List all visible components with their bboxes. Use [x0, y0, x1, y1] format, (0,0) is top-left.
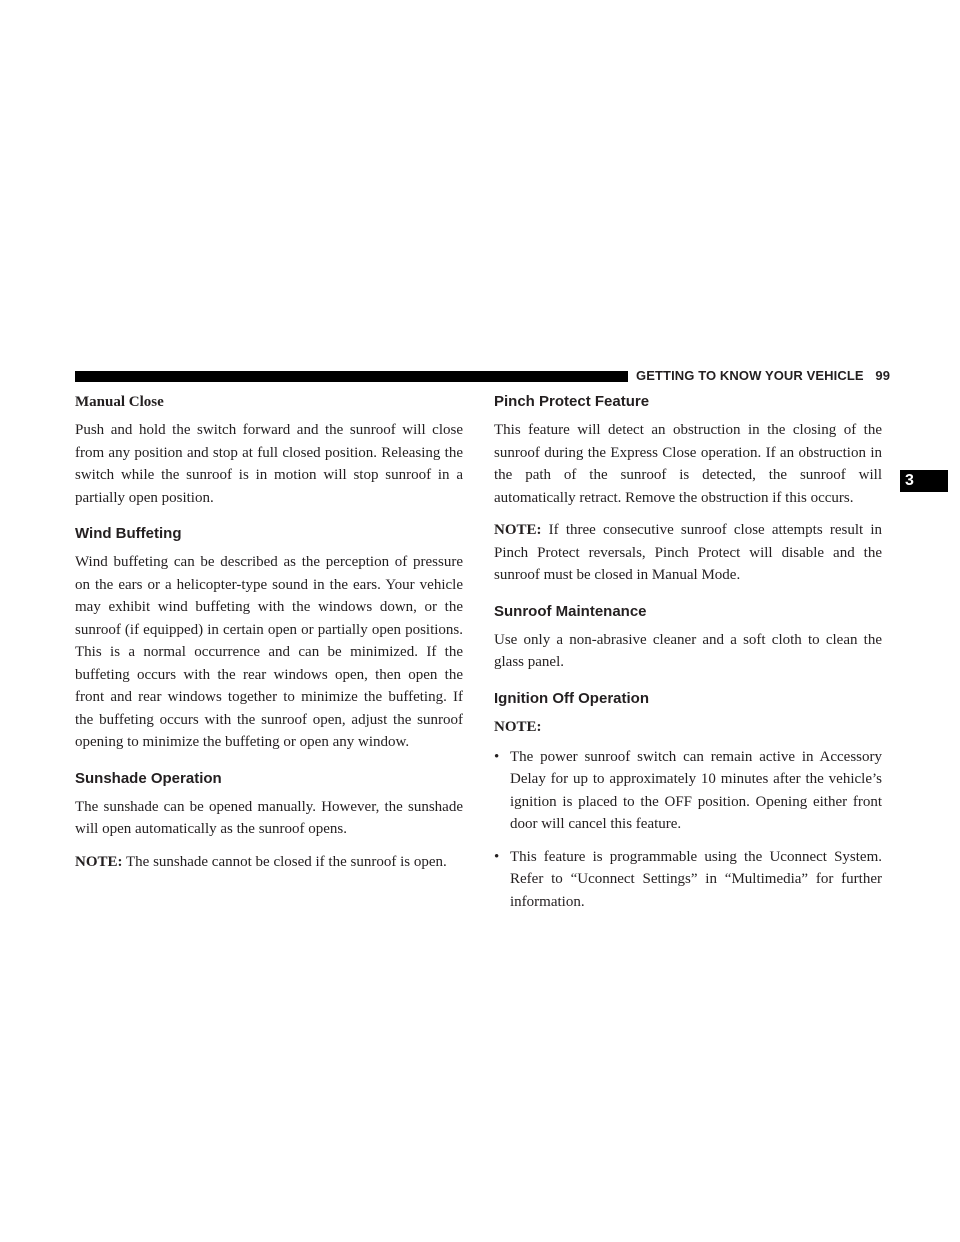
sunshade-heading: Sunshade Operation	[75, 769, 222, 787]
sunroof-maintenance-heading: Sunroof Maintenance	[494, 602, 647, 620]
pinch-protect-body: This feature will detect an obstruction in the closing of the sunroof during the Express Close operation. If an obstruction in the path of the sunroof is detected, the sunroof will automatically retract. Remove the obstruction if this occurs.	[494, 422, 882, 506]
pinch-protect-heading: Pinch Protect Feature	[494, 393, 650, 410]
wind-buffeting-body: Wind buffeting can be described as the perception of pressure on the ears or a helicopter-type sound in the ears. Your vehicle may exhibit wind buffeting with the windows down, or the sunroof (if equipped) in certain open or partially open positions. This is a normal occurrence and can be minimized. If the buffeting occurs with the rear windows open, then open the front and rear windows together to minimize the buffeting. If the buffeting occurs with the sunroof open, adjust the sunroof opening to minimize the buffeting or open any window.	[75, 554, 463, 750]
bullet-icon: •	[494, 748, 500, 765]
ignition-off-heading: Ignition Off Operation	[494, 689, 649, 707]
sunshade-body: The sunshade can be opened manually. However, the sunshade will open automatically as the sunroof opens.	[75, 798, 463, 837]
bullet-icon: •	[494, 848, 500, 865]
ignition-off-note-label: NOTE:	[494, 718, 542, 735]
pinch-protect-note	[494, 519, 882, 587]
chapter-tab: 3	[900, 470, 948, 492]
note-text: If three consecutive sunroof close attempts result in Pinch Protect reversals, Pinch Protect will disable and the sunroof must be closed in Manual Mode.	[494, 522, 882, 583]
running-header	[636, 366, 890, 386]
list-item	[494, 846, 882, 914]
sunroof-maintenance-body: Use only a non-abrasive cleaner and a soft cloth to clean the glass panel.	[494, 631, 882, 670]
page-number: 99	[875, 368, 891, 383]
note-label: NOTE:	[75, 853, 123, 870]
section-title: GETTING TO KNOW YOUR VEHICLE	[636, 368, 864, 383]
note-text: The sunshade cannot be closed if the sunroof is open.	[122, 853, 447, 870]
bullet-text: This feature is programmable using the Uconnect System. Refer to “Uconnect Settings” in “Multimedia” for further information.	[510, 848, 882, 910]
left-column	[75, 391, 463, 883]
wind-buffeting-heading: Wind Buffeting	[75, 525, 182, 542]
bullet-text: The power sunroof switch can remain active in Accessory Delay for up to approximately 10 minutes after the vehicle’s ignition is placed to the OFF position. Opening either front door will cancel this feature.	[510, 748, 882, 832]
manual-close-heading: Manual Close	[75, 394, 164, 410]
manual-close-body: Push and hold the switch forward and the sunroof will close from any position and stop at full closed position. Releasing the switch while the sunroof is in motion will stop sunroof in a partially open position.	[75, 422, 463, 506]
right-column	[494, 391, 882, 923]
list-item	[494, 746, 882, 836]
note-label: NOTE:	[494, 522, 542, 538]
sunshade-note	[75, 851, 463, 874]
header-rule	[75, 371, 628, 382]
